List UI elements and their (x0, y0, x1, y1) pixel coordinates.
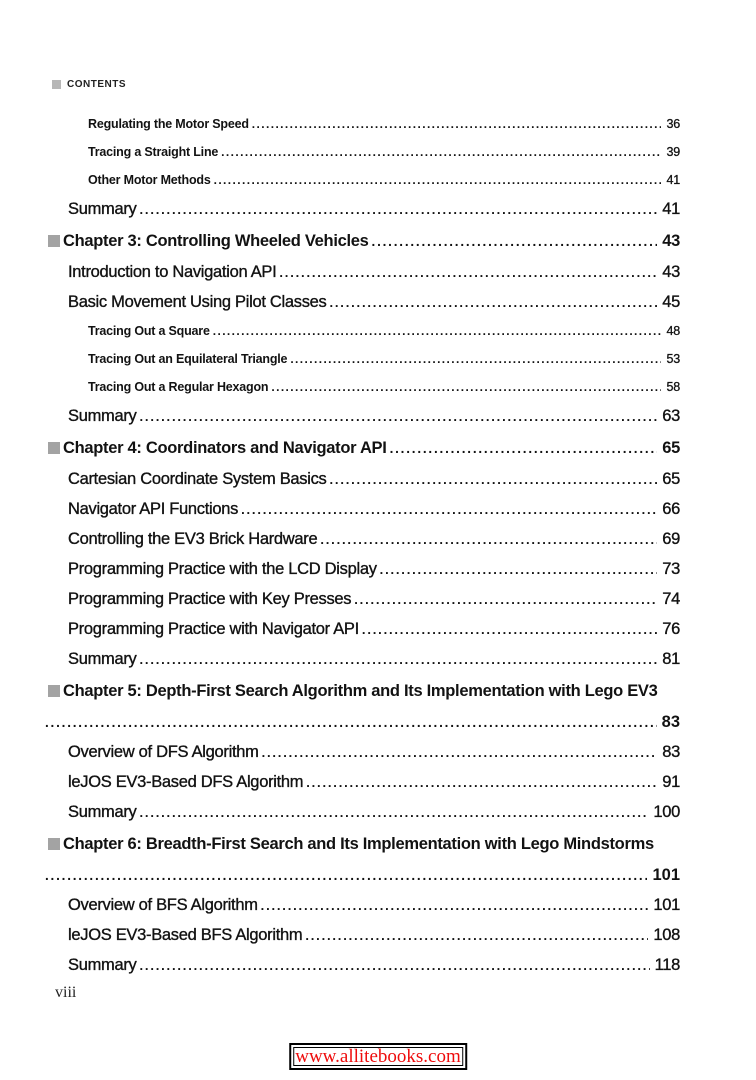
dot-leader (213, 317, 662, 345)
page-number: 81 (662, 650, 680, 668)
toc-entry-title: Controlling the EV3 Brick Hardware (68, 530, 318, 548)
square-bullet-icon (52, 80, 61, 89)
page-number: 118 (654, 956, 680, 974)
toc-entry-title: Summary (68, 803, 137, 821)
table-of-contents (42, 110, 680, 980)
toc-entry-chapter (42, 829, 680, 860)
toc-entry-title: Chapter 6: Breadth-First Search and Its Implementation with Lego Mindstorms (63, 835, 654, 853)
dot-leader (140, 798, 649, 828)
toc-entry-section (42, 257, 680, 287)
dot-leader (140, 402, 658, 432)
page-number: 100 (653, 803, 680, 821)
dot-leader (279, 258, 657, 288)
toc-entry-title: Chapter 5: Depth-First Search Algorithm and Its Implementation with Lego EV3 (63, 682, 658, 700)
toc-entry-section (42, 524, 680, 554)
toc-entry-title: leJOS EV3-Based BFS Algorithm (68, 926, 303, 944)
toc-entry-subsection (42, 138, 680, 166)
toc-entry-title: Programming Practice with Key Presses (68, 590, 352, 608)
allitebooks-link-text[interactable]: www.allitebooks.com (295, 1046, 461, 1067)
page-number: 101 (653, 896, 680, 914)
toc-entry-chapter-continuation (42, 707, 680, 737)
dot-leader (271, 373, 661, 401)
dot-leader (262, 738, 658, 768)
dot-leader (330, 465, 658, 495)
toc-entry-section (42, 584, 680, 614)
page-number: 69 (662, 530, 680, 548)
page-number: 73 (662, 560, 680, 578)
toc-entry-chapter-continuation (42, 860, 680, 890)
dot-leader (140, 645, 658, 675)
toc-entry-title: leJOS EV3-Based DFS Algorithm (68, 773, 304, 791)
dot-leader (140, 951, 650, 981)
dot-leader (362, 615, 657, 645)
running-header-label: CONTENTS (67, 79, 126, 90)
page-number: 63 (662, 407, 680, 425)
square-bullet-icon (48, 235, 60, 247)
page-number: 65 (662, 439, 680, 457)
dot-leader (241, 495, 657, 525)
dot-leader (320, 525, 657, 555)
toc-entry-title: Summary (68, 407, 137, 425)
page-number: 83 (662, 743, 680, 761)
page-number: 43 (662, 263, 680, 281)
square-bullet-icon (48, 442, 60, 454)
toc-entry-subsection (42, 345, 680, 373)
square-bullet-icon (48, 685, 60, 697)
page-number: 36 (666, 117, 680, 131)
toc-entry-section (42, 644, 680, 674)
toc-entry-section (42, 194, 680, 224)
toc-entry-chapter (42, 676, 680, 707)
dot-leader (372, 226, 658, 257)
toc-entry-subsection (42, 317, 680, 345)
toc-entry-title: Other Motor Methods (88, 173, 211, 187)
toc-entry-title: Cartesian Coordinate System Basics (68, 470, 327, 488)
page-number: 39 (666, 145, 680, 159)
toc-entry-title: Overview of BFS Algorithm (68, 896, 258, 914)
dot-leader (214, 166, 662, 194)
toc-entry-title: Tracing Out a Square (88, 324, 210, 338)
toc-entry-title: Chapter 3: Controlling Wheeled Vehicles (63, 232, 369, 250)
dot-leader (252, 110, 662, 138)
toc-entry-section (42, 494, 680, 524)
page-number: 66 (662, 500, 680, 518)
dot-leader (305, 921, 648, 951)
toc-entry-chapter (42, 433, 680, 464)
toc-entry-title: Programming Practice with Navigator API (68, 620, 359, 638)
toc-entry-section (42, 890, 680, 920)
page-number: 76 (662, 620, 680, 638)
toc-entry-chapter (42, 226, 680, 257)
toc-entry-section (42, 797, 680, 827)
dot-leader (261, 891, 649, 921)
dot-leader (329, 288, 657, 318)
toc-entry-title: Chapter 4: Coordinators and Navigator API (63, 439, 387, 457)
running-header (52, 79, 126, 90)
toc-entry-title: Navigator API Functions (68, 500, 239, 518)
toc-entry-title: Summary (68, 956, 137, 974)
dot-leader (140, 195, 658, 225)
toc-entry-title: Basic Movement Using Pilot Classes (68, 293, 327, 311)
page-number: 83 (661, 713, 680, 731)
dot-leader (390, 433, 658, 464)
page-number: 41 (666, 173, 680, 187)
page-number: 45 (662, 293, 680, 311)
page-number: 48 (666, 324, 680, 338)
toc-entry-section (42, 614, 680, 644)
dot-leader (45, 861, 647, 891)
toc-entry-title: Regulating the Motor Speed (88, 117, 249, 131)
toc-entry-title: Programming Practice with the LCD Display (68, 560, 377, 578)
page-number: 65 (662, 470, 680, 488)
dot-leader (221, 138, 661, 166)
folio-page-number: viii (55, 984, 77, 1001)
toc-entry-section (42, 464, 680, 494)
toc-entry-subsection (42, 166, 680, 194)
toc-entry-title: Introduction to Navigation API (68, 263, 277, 281)
toc-entry-title: Summary (68, 200, 137, 218)
toc-entry-section (42, 401, 680, 431)
dot-leader (290, 345, 661, 373)
page-number: 108 (653, 926, 680, 944)
toc-entry-section (42, 554, 680, 584)
dot-leader (45, 708, 657, 738)
toc-entry-subsection (42, 373, 680, 401)
page-number: 74 (662, 590, 680, 608)
dot-leader (306, 768, 657, 798)
toc-entry-subsection (42, 110, 680, 138)
toc-entry-section (42, 737, 680, 767)
toc-entry-title: Tracing Out an Equilateral Triangle (88, 352, 288, 366)
page-number: 91 (662, 773, 680, 791)
page-number: 53 (666, 352, 680, 366)
toc-entry-section (42, 767, 680, 797)
dot-leader (354, 585, 657, 615)
toc-entry-section (42, 920, 680, 950)
page-number: 58 (666, 380, 680, 394)
page-number: 43 (662, 232, 680, 250)
allitebooks-link[interactable] (289, 1043, 467, 1070)
toc-entry-title: Tracing a Straight Line (88, 145, 219, 159)
toc-entry-title: Tracing Out a Regular Hexagon (88, 380, 269, 394)
toc-entry-section (42, 950, 680, 980)
dot-leader (380, 555, 658, 585)
page-number: 101 (652, 866, 680, 884)
toc-entry-section (42, 287, 680, 317)
square-bullet-icon (48, 838, 60, 850)
toc-entry-title: Summary (68, 650, 137, 668)
toc-entry-title: Overview of DFS Algorithm (68, 743, 259, 761)
page-number: 41 (662, 200, 680, 218)
